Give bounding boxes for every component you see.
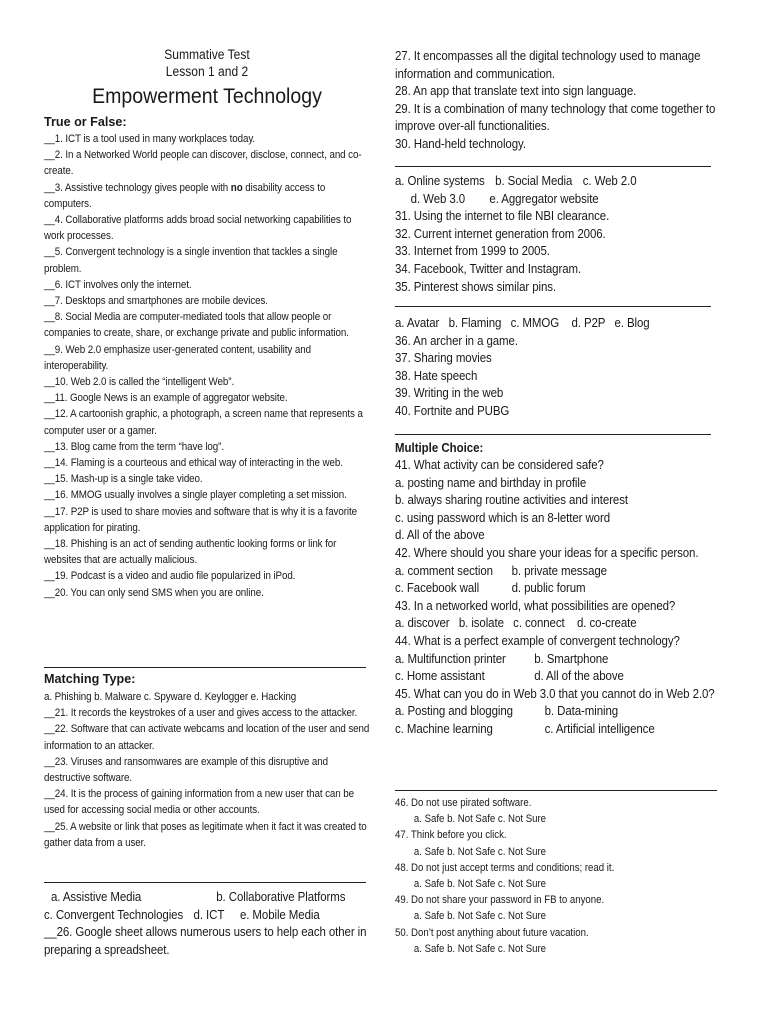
q42-option-c: c. Facebook wall <box>395 580 480 596</box>
question-46: 46. Do not use pirated software. <box>395 797 532 809</box>
option-social-media: b. Social Media <box>495 173 573 188</box>
question-33: 33. Internet from 1999 to 2005. <box>395 243 550 259</box>
multiple-choice-list <box>395 456 768 738</box>
question-21: __21. It records the keystrokes of a user and gives access to the attacker. <box>44 707 358 720</box>
q45-option-a: a. Posting and blogging <box>395 703 513 719</box>
question-39: 39. Writing in the web <box>395 385 504 401</box>
question-17: __17. P2P is used to share movies and software that is why it is a favorite application for pirating. <box>44 505 357 534</box>
q49-choices: a. Safe b. Not Safe c. Not Sure <box>413 910 547 923</box>
option-convergent-technologies: c. Convergent Technologies <box>44 906 184 922</box>
matching-list <box>44 689 424 851</box>
question-3: __3. Assistive technology gives people with no disability access to computers. <box>44 181 326 210</box>
matching2-continued <box>395 47 768 153</box>
question-11: __11. Google News is an example of aggregator website. <box>44 392 288 405</box>
option-collaborative-platforms: b. Collaborative Platforms <box>216 889 346 904</box>
question-2: __2. In a Networked World people can discover, disclose, connect, and co-create. <box>44 149 362 178</box>
q42-options-row2 <box>395 579 730 597</box>
divider <box>44 882 366 883</box>
matching4-options: a. Avatar b. Flaming c. MMOG d. P2P e. Blog <box>395 315 650 330</box>
question-27: 27. It encompasses all the digital technology used to manage information and communication. <box>395 48 701 81</box>
divider <box>395 790 717 791</box>
matching2-options-row1 <box>44 888 375 906</box>
question-35: 35. Pinterest shows similar pins. <box>395 278 557 294</box>
matching3-block <box>395 172 768 295</box>
matching3-options-row2 <box>395 190 746 208</box>
q50-choices: a. Safe b. Not Safe c. Not Sure <box>413 942 547 955</box>
safety-list <box>395 795 768 957</box>
question-36: 36. An archer in a game. <box>395 332 518 348</box>
option-online-systems: a. Online systems <box>395 173 485 188</box>
question-22: __22. Software that can activate webcams and location of the user and send information to an attacker. <box>44 723 370 752</box>
question-16: __16. MMOG usually involves a single player completing a set mission. <box>44 489 347 502</box>
q47-choices: a. Safe b. Not Safe c. Not Sure <box>413 845 547 858</box>
question-47: 47. Think before you click. <box>395 829 507 842</box>
question-31: 31. Using the internet to file NBI clearance. <box>395 208 610 224</box>
question-5: __5. Convergent technology is a single invention that tackles a single problem. <box>44 246 338 275</box>
question-29: 29. It is a combination of many technology that come together to improve over-all functionalities. <box>395 100 716 134</box>
question-18: __18. Phishing is an act of sending authentic looking forms or link for websites that are actually malicious. <box>44 538 337 567</box>
divider <box>395 306 711 307</box>
q44-options-row1 <box>395 650 730 668</box>
option-web3: d. Web 3.0 <box>410 190 466 206</box>
header-line1: Summative Test <box>164 47 250 62</box>
question-7: __7. Desktops and smartphones are mobile devices. <box>44 295 268 308</box>
question-45: 45. What can you do in Web 3.0 that you cannot do in Web 2.0? <box>395 685 715 701</box>
option-mobile-media: e. Mobile Media <box>239 906 320 922</box>
q42-option-b: b. private message <box>511 562 607 578</box>
question-28: 28. An app that translate text into sign language. <box>395 83 637 99</box>
q44-option-c: c. Home assistant <box>395 668 485 684</box>
question-15: __15. Mash-up is a single take video. <box>44 473 203 486</box>
question-9: __9. Web 2.0 emphasize user-generated content, usability and interoperability. <box>44 343 311 372</box>
q43-options: a. discover b. isolate c. connect d. co-create <box>395 615 637 631</box>
q41-option-d: d. All of the above <box>395 527 485 543</box>
true-false-list <box>44 131 424 601</box>
question-49: 49. Do not share your password in FB to anyone. <box>395 894 605 907</box>
question-30: 30. Hand-held technology. <box>395 135 526 151</box>
page-title: Empowerment Technology <box>92 85 322 108</box>
q48-choices: a. Safe b. Not Safe c. Not Sure <box>413 878 547 891</box>
divider <box>395 434 711 435</box>
option-web2: c. Web 2.0 <box>582 173 637 188</box>
q41-option-c: c. using password which is an 8-letter word <box>395 509 610 525</box>
q44-option-d: d. All of the above <box>534 668 624 684</box>
q42-option-a: a. comment section <box>395 562 493 578</box>
multiple-choice-heading: Multiple Choice: <box>395 440 484 455</box>
matching-heading: Matching Type: <box>44 672 136 686</box>
question-4: __4. Collaborative platforms adds broad social networking capabilities to work processes. <box>44 214 352 243</box>
q44-options-row2 <box>395 667 730 685</box>
question-43: 43. In a networked world, what possibilities are opened? <box>395 597 676 613</box>
q45-option-c: c. Machine learning <box>395 720 493 736</box>
question-12: __12. A cartoonish graphic, a photograph, a screen name that represents a computer user or a gamer. <box>44 408 363 437</box>
matching4-block <box>395 314 768 420</box>
matching2-block <box>44 888 424 958</box>
matching3-options-row1 <box>395 172 730 190</box>
q41-option-a: a. posting name and birthday in profile <box>395 474 587 490</box>
question-37: 37. Sharing movies <box>395 350 492 366</box>
question-26: __26. Google sheet allows numerous users to help each other in preparing a spreadsheet. <box>44 924 367 957</box>
q45-options-row2 <box>395 720 730 738</box>
question-40: 40. Fortnite and PUBG <box>395 402 510 418</box>
q41-option-b: b. always sharing routine activities and interest <box>395 492 628 508</box>
question-8: __8. Social Media are computer-mediated tools that allow people or companies to create, share, or exchange private and public information. <box>44 311 349 340</box>
question-20: __20. You can only send SMS when you are online. <box>44 586 264 599</box>
divider <box>395 166 711 167</box>
question-41: 41. What activity can be considered safe? <box>395 457 604 472</box>
question-1: __1. ICT is a tool used in many workplaces today. <box>44 133 256 145</box>
question-38: 38. Hate speech <box>395 367 478 383</box>
question-34: 34. Facebook, Twitter and Instagram. <box>395 260 582 276</box>
matching2-options-row2 <box>44 906 375 924</box>
question-44: 44. What is a perfect example of convergent technology? <box>395 632 680 648</box>
q44-option-b: b. Smartphone <box>534 650 609 666</box>
emphasis-no: no <box>230 181 243 194</box>
question-13: __13. Blog came from the term “have log”. <box>44 440 224 453</box>
question-6: __6. ICT involves only the internet. <box>44 278 192 291</box>
true-false-heading: True or False: <box>44 115 127 129</box>
question-10: __10. Web 2.0 is called the “intelligent Web”. <box>44 376 235 389</box>
question-24: __24. It is the process of gaining information from a new user that can be used for accessing social media or other accounts. <box>44 788 355 817</box>
question-32: 32. Current internet generation from 2006. <box>395 225 606 241</box>
option-assistive-media: a. Assistive Media <box>50 889 142 904</box>
q42-option-d: d. public forum <box>511 580 586 596</box>
option-aggregator-website: e. Aggregator website <box>489 190 599 206</box>
question-25: __25. A website or link that poses as legitimate when it fact it was created to gather data from a user. <box>44 820 367 849</box>
q45-option-d: c. Artificial intelligence <box>544 720 655 736</box>
question-50: 50. Don’t post anything about future vacation. <box>395 926 589 939</box>
question-42: 42. Where should you share your ideas for a specific person. <box>395 544 699 560</box>
q42-options-row1 <box>395 562 730 580</box>
q45-option-b: b. Data-mining <box>544 703 619 719</box>
question-14: __14. Flaming is a courteous and ethical way of interacting in the web. <box>44 457 343 470</box>
question-23: __23. Viruses and ransomwares are example of this disruptive and destructive software. <box>44 755 329 785</box>
question-48: 48. Do not just accept terms and conditions; read it. <box>395 861 615 874</box>
q45-options-row1 <box>395 702 730 720</box>
q44-option-a: a. Multifunction printer <box>395 650 506 666</box>
divider <box>44 667 366 668</box>
header-line2: Lesson 1 and 2 <box>165 64 249 79</box>
q46-choices: a. Safe b. Not Safe c. Not Sure <box>413 813 547 826</box>
question-19: __19. Podcast is a video and audio file popularized in iPod. <box>44 570 296 583</box>
matching-options: a. Phishing b. Malware c. Spyware d. Keylogger e. Hacking <box>44 691 297 703</box>
option-ict: d. ICT <box>193 906 225 922</box>
